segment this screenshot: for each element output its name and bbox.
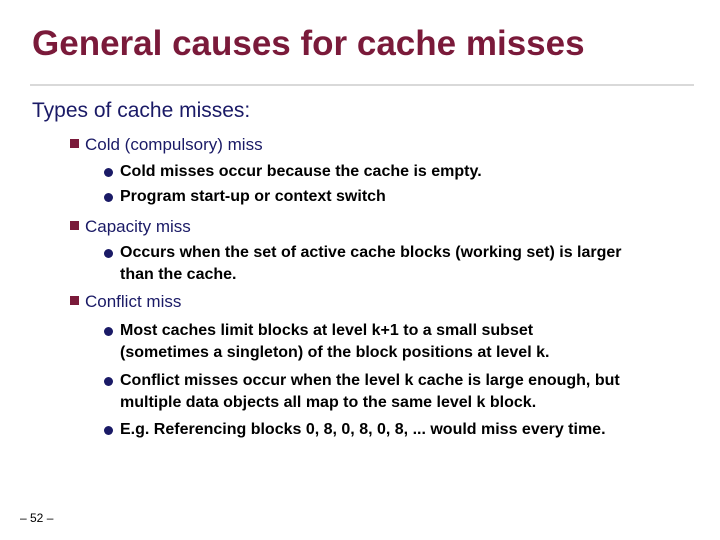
section-heading-label: Conflict miss <box>85 292 182 311</box>
square-bullet-icon <box>70 221 79 230</box>
round-bullet-icon <box>104 168 113 177</box>
section-heading-conflict <box>70 292 181 312</box>
round-bullet-icon <box>104 249 113 258</box>
bullet-item <box>104 242 642 286</box>
bullet-item <box>104 161 664 183</box>
bullet-item <box>104 370 664 414</box>
round-bullet-icon <box>104 377 113 386</box>
section-heading-label: Cold (compulsory) miss <box>85 135 263 154</box>
bullet-text: Conflict misses occur when the level k cache is large enough, but multiple data objects all map to the same level k block. <box>120 372 620 411</box>
page-number: – 52 – <box>20 511 54 525</box>
bullet-text: E.g. Referencing blocks 0, 8, 0, 8, 0, 8, ... would miss every time. <box>120 421 606 438</box>
section-heading-cold <box>70 135 263 155</box>
slide-subtitle: Types of cache misses: <box>32 99 251 122</box>
bullet-item <box>104 186 664 208</box>
slide-title: General causes for cache misses <box>32 24 585 63</box>
round-bullet-icon <box>104 193 113 202</box>
bullet-text: Program start-up or context switch <box>120 188 386 205</box>
bullet-item <box>104 320 624 364</box>
round-bullet-icon <box>104 426 113 435</box>
round-bullet-icon <box>104 327 113 336</box>
title-divider <box>30 84 694 86</box>
bullet-text: Most caches limit blocks at level k+1 to a small subset (sometimes a singleton) of the block positions at level k. <box>120 322 550 361</box>
section-heading-label: Capacity miss <box>85 217 191 236</box>
bullet-text: Occurs when the set of active cache blocks (working set) is larger than the cache. <box>120 244 622 283</box>
square-bullet-icon <box>70 296 79 305</box>
bullet-text: Cold misses occur because the cache is empty. <box>120 163 482 180</box>
bullet-item <box>104 419 694 441</box>
section-heading-capacity <box>70 217 191 237</box>
square-bullet-icon <box>70 139 79 148</box>
